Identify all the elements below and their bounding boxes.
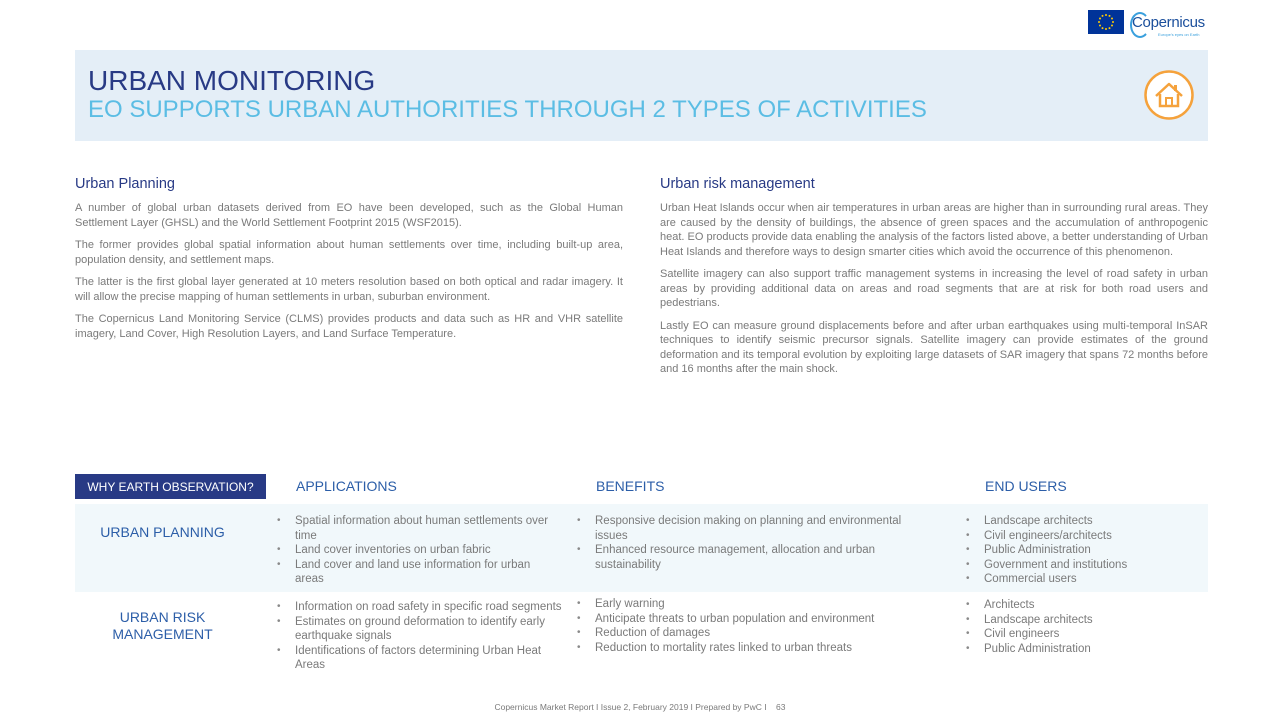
- footer-text: Copernicus Market Report I Issue 2, February 2019 I Prepared by PwC I: [494, 702, 767, 712]
- urban-risk-paragraph: Lastly EO can measure ground displacements before and after urban earthquakes using multi-temporal InSAR techniques to identify seismic precursor signals. Satellite imagery can provide estimates of the ground deformation and its temporal evolution by exploiting large datasets of SAR imagery that spans 72 months before and 16 months after the main shock.: [660, 319, 1208, 375]
- list-item: • Public Administration: [966, 543, 1196, 558]
- benefits-list: [577, 514, 927, 572]
- page-number: 63: [776, 702, 786, 712]
- urban-risk-heading: Urban risk management: [660, 176, 815, 192]
- row-label-line: MANAGEMENT: [112, 626, 213, 642]
- list-item: • Landscape architects: [966, 613, 1196, 628]
- list-item: • Civil engineers: [966, 627, 1196, 642]
- urban-planning-paragraph: The Copernicus Land Monitoring Service (CLMS) provides products and data such as HR and VHR satellite imagery, Land Cover, High Resolution Layers, and Land Surface Temperature.: [75, 313, 623, 340]
- urban-risk-paragraph: Satellite imagery can also support traffic management systems in increasing the level of road safety in urban areas by providing additional data on areas and road segments that are at risk for both road users and pedestrians.: [660, 268, 1208, 309]
- applications-list: [277, 514, 562, 587]
- urban-planning-section: [75, 176, 623, 349]
- list-item: • Land cover and land use information for urban areas: [277, 558, 562, 587]
- page-title: URBAN MONITORING: [88, 65, 376, 96]
- list-item: • Responsive decision making on planning and environmental issues: [577, 514, 927, 543]
- urban-risk-section: [660, 176, 1208, 385]
- copernicus-wordmark: Copernicus: [1132, 14, 1205, 31]
- list-item: • Anticipate threats to urban population and environment: [577, 612, 927, 627]
- list-item: • Early warning: [577, 597, 927, 612]
- urban-planning-paragraph: A number of global urban datasets derived from EO have been developed, such as the Global Human Settlement Layer (GHSL) and the World Settlement Footprint 2015 (WSF2015).: [75, 202, 623, 229]
- row-label-line: URBAN RISK: [119, 609, 206, 625]
- benefits-header: BENEFITS: [596, 478, 665, 494]
- row-label-line: URBAN PLANNING: [100, 524, 225, 540]
- urban-planning-heading: Urban Planning: [75, 176, 175, 192]
- copernicus-tagline: Europe's eyes on Earth: [1158, 32, 1200, 37]
- urban-planning-paragraph: The latter is the first global layer generated at 10 meters resolution based on both optical and radar imagery. It will allow the precise mapping of human settlements in urban, suburban environment.: [75, 276, 623, 303]
- why-eo-badge: WHY EARTH OBSERVATION?: [75, 474, 266, 499]
- list-item: • Landscape architects: [966, 514, 1196, 529]
- list-item: • Estimates on ground deformation to identify early earthquake signals: [277, 615, 562, 644]
- copernicus-logo: [1130, 8, 1204, 38]
- list-item: • Land cover inventories on urban fabric: [277, 543, 562, 558]
- end-users-header: END USERS: [985, 478, 1067, 494]
- list-item: • Government and institutions: [966, 558, 1196, 573]
- list-item: • Spatial information about human settlements over time: [277, 514, 562, 543]
- urban-planning-paragraph: The former provides global spatial information about human settlements over time, including built-up area, population density, and settlement maps.: [75, 239, 623, 266]
- row-label-urban-planning: [75, 524, 250, 541]
- list-item: • Reduction to mortality rates linked to urban threats: [577, 641, 927, 656]
- list-item: • Reduction of damages: [577, 626, 927, 641]
- applications-list: [277, 600, 562, 673]
- list-item: • Commercial users: [966, 572, 1196, 587]
- applications-header: APPLICATIONS: [296, 478, 397, 494]
- page-footer: [0, 702, 1280, 712]
- urban-risk-paragraph: Urban Heat Islands occur when air temperatures in urban areas are higher than in surrounding rural areas. They are caused by the density of buildings, the absence of green spaces and the accumulation of anthropogenic heat. EO products provide data enabling the analysis of the factors listed above, a better understanding of Urban Heat Islands and therefore ways to design smarter cities which avoid the occurrence of this phenomenon.: [660, 202, 1208, 258]
- header-band: [75, 50, 1208, 141]
- eu-flag-icon: [1088, 10, 1124, 34]
- list-item: • Civil engineers/architects: [966, 529, 1196, 544]
- list-item: • Public Administration: [966, 642, 1196, 657]
- benefits-list: [577, 597, 927, 655]
- house-icon: [1144, 70, 1194, 120]
- page-subtitle: EO SUPPORTS URBAN AUTHORITIES THROUGH 2 TYPES OF ACTIVITIES: [88, 96, 927, 123]
- list-item: • Identifications of factors determining Urban Heat Areas: [277, 644, 562, 673]
- end-users-list: [966, 598, 1196, 656]
- list-item: • Information on road safety in specific road segments: [277, 600, 562, 615]
- end-users-list: [966, 514, 1196, 587]
- list-item: • Architects: [966, 598, 1196, 613]
- row-label-urban-risk-management: [75, 609, 250, 643]
- list-item: • Enhanced resource management, allocation and urban sustainability: [577, 543, 927, 572]
